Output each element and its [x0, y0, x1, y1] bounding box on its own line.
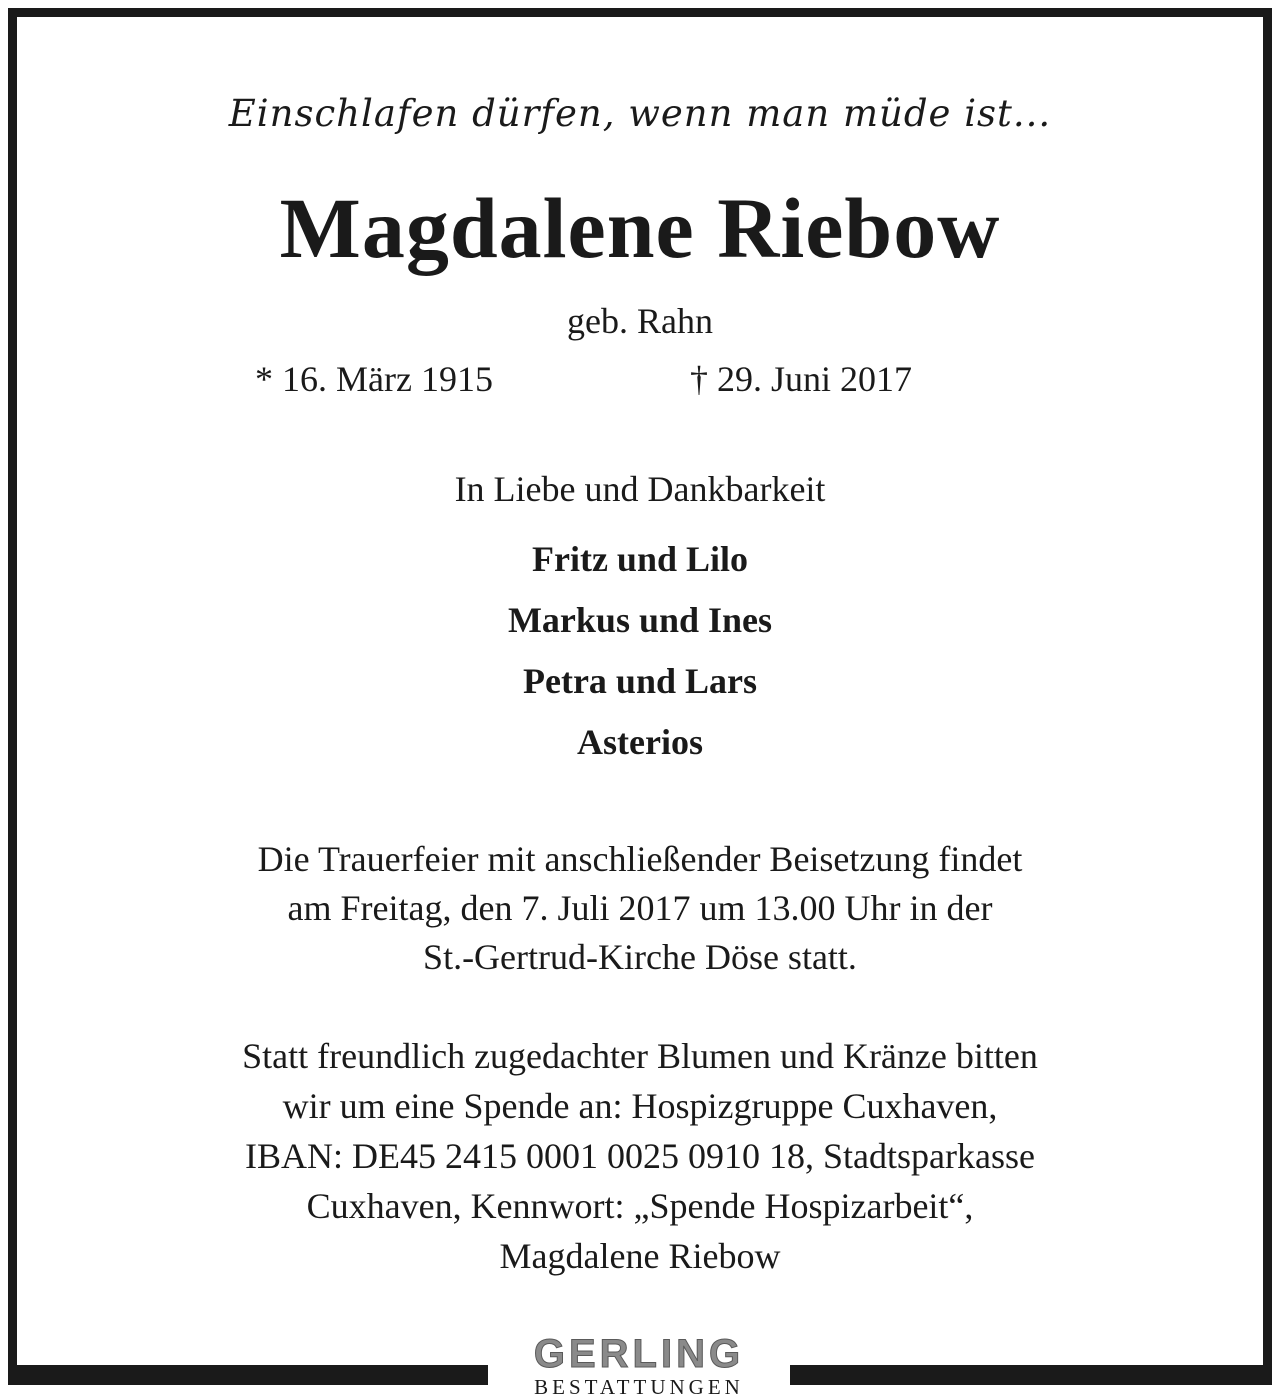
funeral-home-logo	[488, 1330, 790, 1399]
donation-line: Statt freundlich zugedachter Blumen und Kränze bitten	[242, 1036, 1038, 1076]
deceased-name: Magdalene Riebow	[279, 180, 1001, 276]
mourner-name: Fritz und Lilo	[531, 539, 749, 579]
logo-wordmark: GERLING	[533, 1332, 745, 1376]
donation-line: IBAN: DE45 2415 0001 0025 0910 18, Stadtsparkasse	[245, 1136, 1035, 1176]
maiden-name: geb. Rahn	[567, 301, 713, 341]
border-bottom-left	[8, 1365, 488, 1385]
motto: Einschlafen dürfen, wenn man müde ist...	[228, 92, 1052, 135]
mourner-name: Markus und Ines	[507, 600, 773, 640]
death-date: † 29. Juni 2017	[690, 359, 913, 399]
donation-line: wir um eine Spende an: Hospizgruppe Cuxhaven,	[282, 1086, 998, 1126]
birth-date: * 16. März 1915	[255, 359, 493, 399]
border-bottom-right	[790, 1365, 1272, 1385]
service-line: St.-Gertrud-Kirche Döse statt.	[423, 937, 857, 977]
logo-subtitle: BESTATTUNGEN	[534, 1375, 744, 1399]
donation-line: Magdalene Riebow	[499, 1236, 781, 1276]
mourner-name: Petra und Lars	[523, 661, 757, 701]
service-line: Die Trauerfeier mit anschließender Beisetzung findet	[257, 839, 1023, 879]
service-line: am Freitag, den 7. Juli 2017 um 13.00 Uhr in der	[287, 888, 993, 928]
donation-line: Cuxhaven, Kennwort: „Spende Hospizarbeit“,	[306, 1186, 974, 1226]
mourner-name: Asterios	[577, 722, 703, 762]
dedication: In Liebe und Dankbarkeit	[454, 469, 826, 509]
